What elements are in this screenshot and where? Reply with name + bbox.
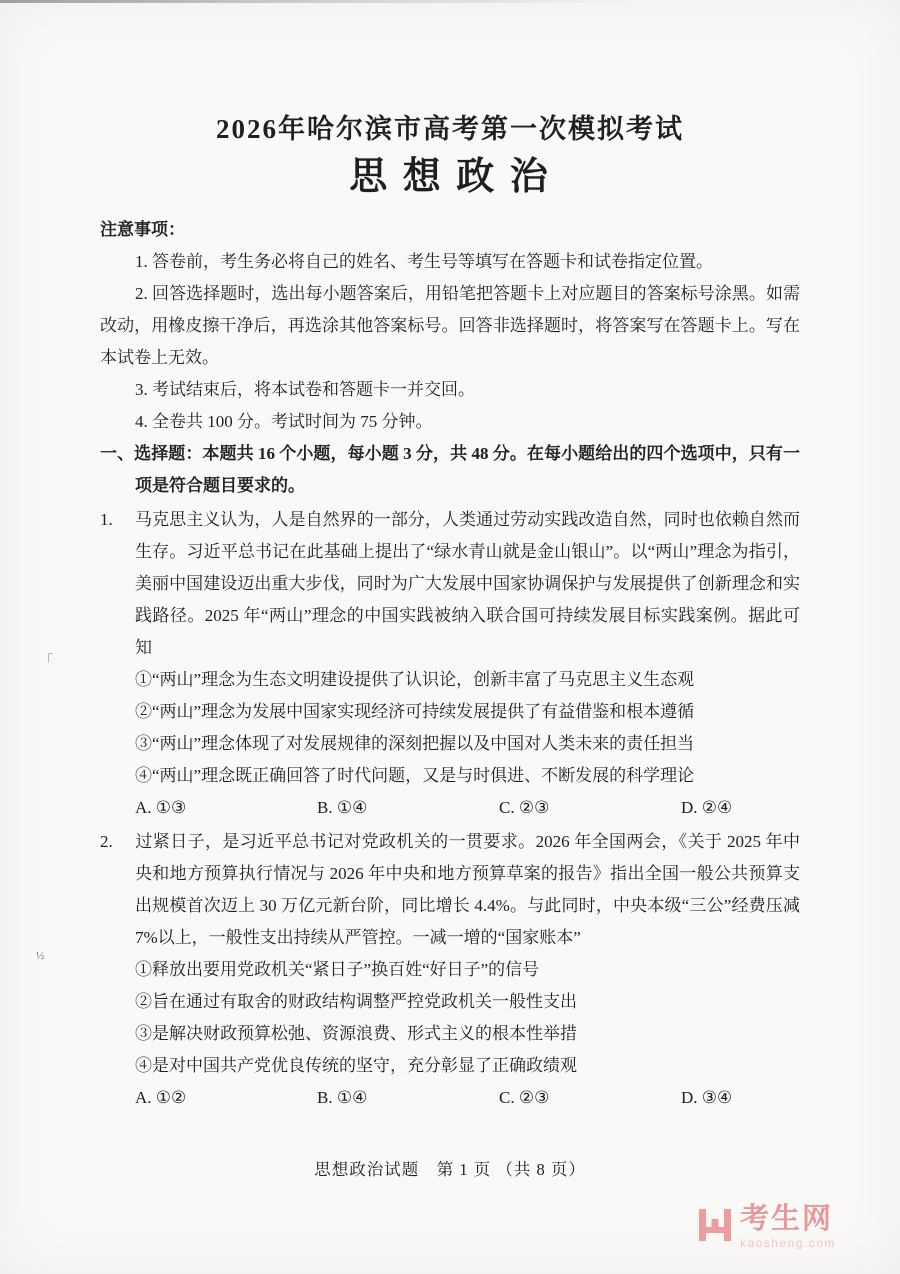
answer-option-c: C. ②③ — [499, 1088, 550, 1107]
notice-item-1: 1. 答卷前，考生务必将自己的姓名、考生号等填写在答题卡和试卷指定位置。 — [135, 252, 713, 271]
watermark-name: 考生网 — [739, 1203, 833, 1235]
answer-option-a: A. ①② — [135, 1088, 187, 1107]
scan-mark: ½ — [36, 950, 45, 962]
subject-title: 思 想 政 治 — [349, 156, 551, 198]
question-number: 1. — [100, 510, 113, 529]
choice-line-4: ④“两山”理念既正确回答了时代问题，又是与时俱进、不断发展的科学理论 — [135, 766, 695, 785]
kaosheng-logo-icon — [697, 1207, 733, 1243]
question-stem — [100, 826, 800, 954]
watermark-domain: kaosheng.com — [739, 1236, 836, 1250]
notice-heading: 注意事项： — [100, 220, 185, 239]
question-stem-text: 过紧日子，是习近平总书记对党政机关的一贯要求。2026 年全国两会，《关于 2025 年中央和地方预算执行情况与 2026 年中央和地方预算草案的报告》指出全国一般公共预算支出规模首次迈上 30 万亿元新台阶，同比增长 4.4%。与此同时，中央本级“三公”经费压减 7%以上，一般性支出持续从严管控。一减一增的“国家账本” — [135, 832, 800, 947]
answer-option-a: A. ①③ — [135, 798, 187, 817]
exam-title: 2026年哈尔滨市高考第一次模拟考试 — [216, 114, 684, 144]
question-1 — [100, 504, 800, 824]
page-footer: 思想政治试题 第 1 页 （共 8 页） — [314, 1160, 586, 1179]
question-stem — [100, 504, 800, 664]
answer-option-b: B. ①④ — [317, 798, 368, 817]
choice-line-4: ④是对中国共产党优良传统的坚守，充分彰显了正确政绩观 — [135, 1056, 577, 1075]
watermark — [697, 1204, 836, 1250]
answer-option-d: D. ③④ — [681, 1088, 733, 1107]
choice-line-1: ①释放出要用党政机关“紧日子”换百姓“好日子”的信号 — [135, 960, 540, 979]
choice-line-2: ②旨在通过有取舍的财政结构调整严控党政机关一般性支出 — [135, 992, 577, 1011]
choice-line-3: ③“两山”理念体现了对发展规律的深刻把握以及中国对人类未来的责任担当 — [135, 734, 695, 753]
choice-line-3: ③是解决财政预算松弛、资源浪费、形式主义的根本性举措 — [135, 1024, 577, 1043]
scan-mark: 「 — [40, 653, 54, 668]
question-2 — [100, 826, 800, 1114]
choice-line-1: ①“两山”理念为生态文明建设提供了认识论，创新丰富了马克思主义生态观 — [135, 670, 695, 689]
choice-line-2: ②“两山”理念为发展中国家实现经济可持续发展提供了有益借鉴和根本遵循 — [135, 702, 695, 721]
watermark-text — [740, 1204, 836, 1250]
answer-row — [100, 1082, 800, 1114]
document-content — [100, 0, 800, 1114]
answer-option-c: C. ②③ — [499, 798, 550, 817]
notice-item-3: 3. 考试结束后，将本试卷和答题卡一并交回。 — [135, 380, 475, 399]
question-stem-text: 马克思主义认为，人是自然界的一部分，人类通过劳动实践改造自然，同时也依赖自然而生存。习近平总书记在此基础上提出了“绿水青山就是金山银山”。以“两山”理念为指引，美丽中国建设迈出重大步伐，同时为广大发展中国家协调保护与发展提供了创新理念和实践路径。2025 年“两山”理念的中国实践被纳入联合国可持续发展目标实践案例。据此可知 — [135, 510, 800, 657]
notice-item-4: 4. 全卷共 100 分。考试时间为 75 分钟。 — [135, 412, 433, 431]
notice-item-2: 2. 回答选择题时，选出每小题答案后，用铅笔把答题卡上对应题目的答案标号涂黑。如需改动，用橡皮擦干净后，再选涂其他答案标号。回答非选择题时，将答案写在答题卡上。写在本试卷上无效。 — [100, 284, 800, 367]
answer-row — [100, 792, 800, 824]
answer-option-d: D. ②④ — [681, 798, 733, 817]
section-heading: 一、选择题：本题共 16 个小题，每小题 3 分，共 48 分。在每小题给出的四个选项中，只有一项是符合题目要求的。 — [100, 444, 800, 495]
question-number: 2. — [100, 832, 113, 851]
answer-option-b: B. ①④ — [317, 1088, 368, 1107]
